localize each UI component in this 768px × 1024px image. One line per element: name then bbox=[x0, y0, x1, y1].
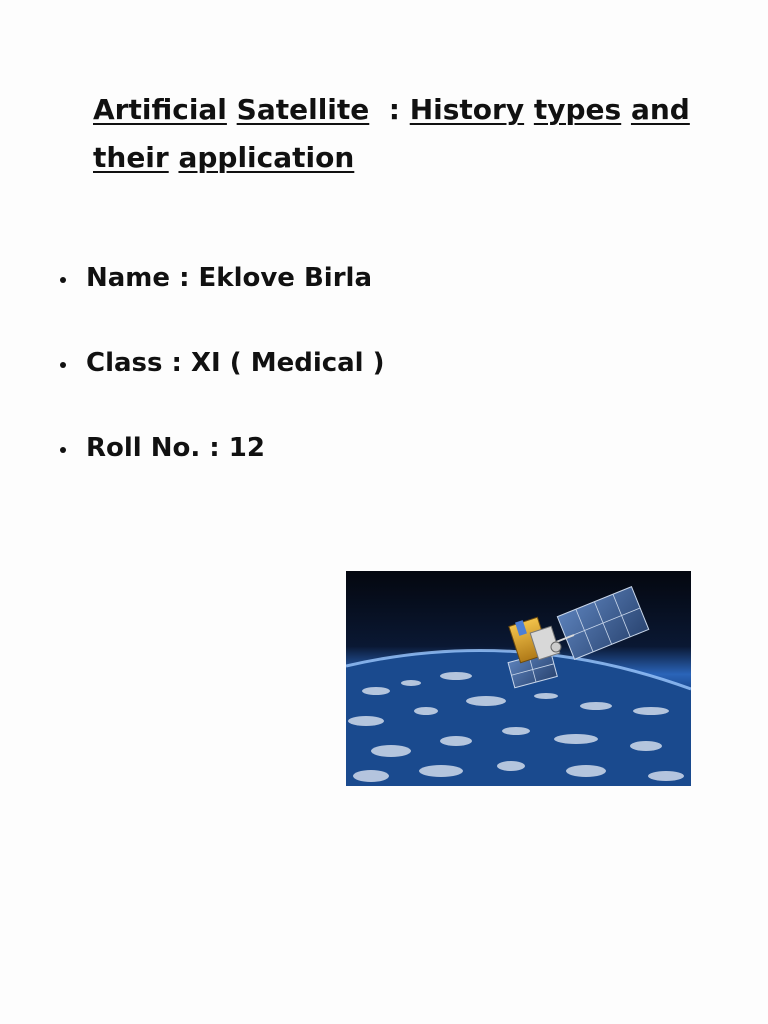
title-colon: : bbox=[388, 93, 400, 126]
title-word: Satellite bbox=[236, 93, 370, 126]
student-name: Name : Eklove Birla bbox=[86, 263, 372, 293]
title-word: application bbox=[178, 141, 355, 174]
bullet-icon bbox=[60, 447, 66, 453]
student-class: Class : XI ( Medical ) bbox=[86, 348, 385, 378]
satellite-photo bbox=[346, 571, 691, 786]
title-word: Artificial bbox=[93, 93, 227, 126]
title-word: types bbox=[533, 93, 622, 126]
satellite-over-earth-image bbox=[346, 571, 691, 786]
student-roll-number: Roll No. : 12 bbox=[86, 433, 265, 463]
title-word: and bbox=[630, 93, 690, 126]
title-word: their bbox=[93, 141, 169, 174]
bullet-icon bbox=[60, 277, 66, 283]
document-title bbox=[93, 86, 693, 182]
title-word: History bbox=[409, 93, 525, 126]
bullet-icon bbox=[60, 362, 66, 368]
